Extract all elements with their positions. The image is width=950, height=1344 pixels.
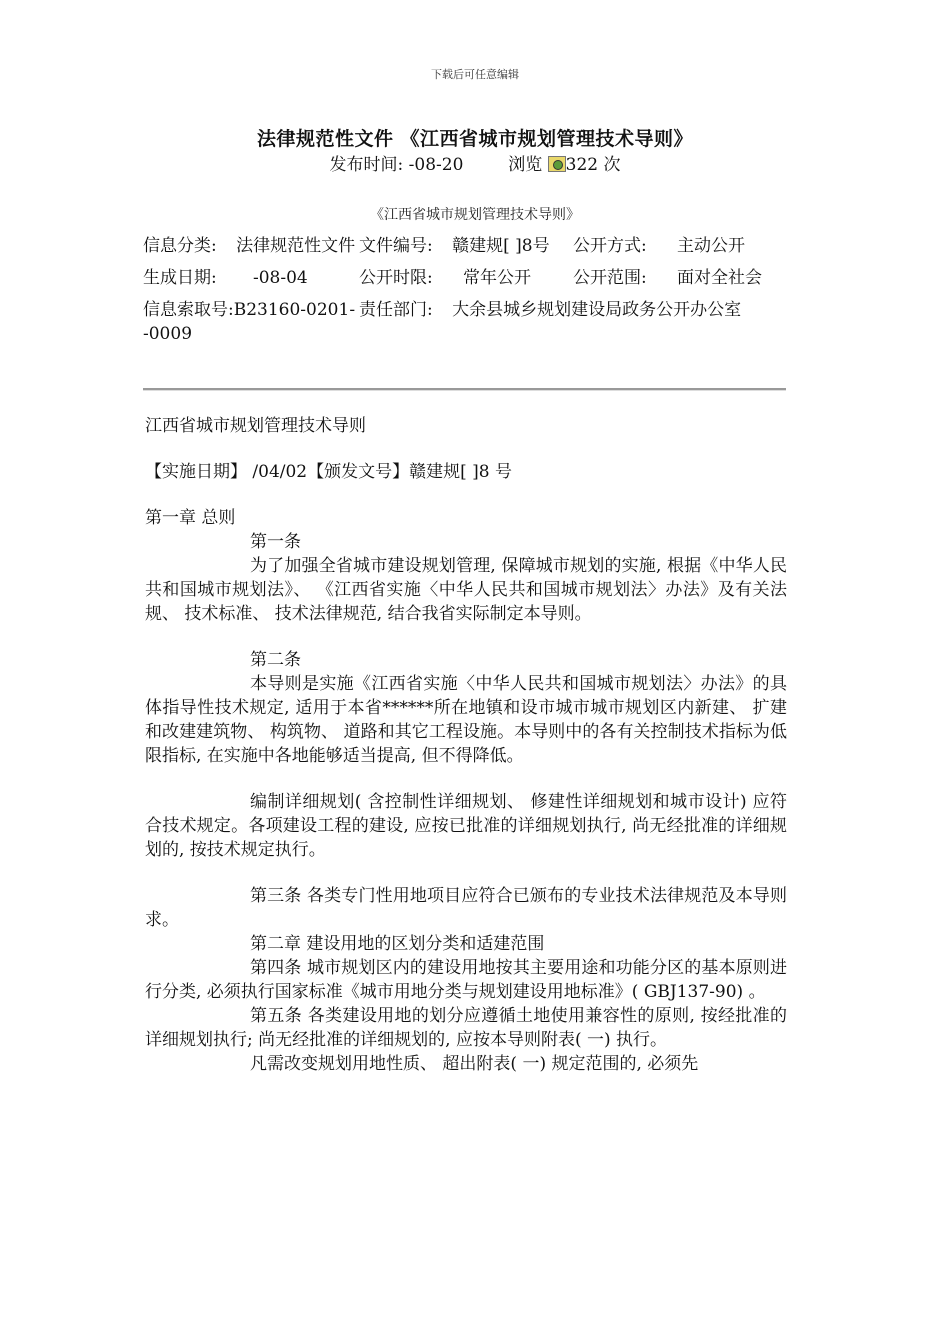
dept-label: 责任部门: [359,300,433,320]
implementation-line: 【实施日期】 /04/02【颁发文号】赣建规[ ]8 号 [145,462,513,482]
disclosure-method-label: 公开方式: [573,236,647,256]
article-4: 第四条 城市规划区内的建设用地按其主要用途和功能分区的基本原则进行分类, 必须执行国家标准《城市用地分类与规划建设用地标准》( GBJ137-90) 。 [145,958,787,1002]
doc-title: 江西省城市规划管理技术导则 [145,416,366,436]
dept-value: 大余县城乡规划建设局政务公开办公室 [452,300,742,320]
info-row [143,258,783,298]
doc-no-value: 赣建规[ ]8号 [452,236,550,256]
publish-label: 发布时间: [329,155,404,175]
views-label: 浏览 [508,155,543,175]
publish-date: -08-20 [408,155,464,175]
views-count: 322 次 [565,155,621,175]
article-1-title: 第一条 [250,532,301,552]
article-5: 第五条 各类建设用地的划分应遵循土地使用兼容性的原则, 按经批准的详细规划执行; 尚无经批准的详细规划的, 应按本导则附表( 一) 执行。 [145,1006,787,1050]
scope-value: 面对全社会 [677,268,762,288]
created-label: 生成日期: [143,268,217,288]
page-title: 法律规范性文件 《江西省城市规划管理技术导则》 [256,128,694,150]
header-note: 下载后可任意编辑 [431,68,519,81]
article-2-text: 本导则是实施《江西省实施〈中华人民共和国城市规划法〉办法》的具体指导性技术规定, 适用于本省******所在地镇和设市城市城市规划区内新建、 扩建和改建建筑物、 构筑物、 道路和其它工程设施。本导则中的各有关控制技术指标为低限指标, 在实施中各地能够适当提高, 但不得降低。 [145,674,787,766]
disclosure-method-value: 主动公开 [677,236,745,256]
created-value: -08-04 [253,268,308,288]
info-table [143,234,783,346]
category-cell [143,234,359,258]
document-subtitle: 《江西省城市规划管理技术导则》 [370,207,580,223]
category-value: 法律规范性文件 [236,236,356,256]
info-row [143,298,783,346]
article-3: 第三条 各类专门性用地项目应符合已颁布的专业技术法律规范及本导则求。 [145,886,787,930]
publish-meta [0,150,950,175]
info-row [143,234,783,258]
detail-plan-paragraph: 编制详细规划( 含控制性详细规划、 修建性详细规划和城市设计) 应符合技术规定。各项建设工程的建设, 应按已批准的详细规划执行, 尚无经批准的详细规划的, 按技术规定执行。 [145,792,787,860]
chapter-1-heading: 第一章 总则 [145,508,236,528]
views-icon [548,156,566,172]
scope-label: 公开范围: [573,268,647,288]
period-value: 常年公开 [463,268,531,288]
article-5-continuation: 凡需改变规划用地性质、 超出附表( 一) 规定范围的, 必须先 [250,1054,699,1074]
divider [143,388,786,391]
document-body [145,414,787,1076]
article-1-text: 为了加强全省城市建设规划管理, 保障城市规划的实施, 根据《中华人民共和国城市规划法》、 《江西省实施〈中华人民共和国城市规划法〉办法》及有关法规、 技术标准、 技术法律规范, 结合我省实际制定本导则。 [145,556,787,624]
doc-no-label: 文件编号: [359,236,433,256]
dept-cell [359,298,783,346]
category-label: 信息分类: [143,236,217,256]
index-value: B23160-0201- -0009 [143,300,356,344]
chapter-2-heading: 第二章 建设用地的区划分类和适建范围 [250,934,545,954]
doc-no-cell [359,234,573,258]
article-2-title: 第二条 [250,650,301,670]
index-cell [143,298,359,346]
period-label: 公开时限: [359,268,433,288]
index-label: 信息索取号: [143,300,234,320]
